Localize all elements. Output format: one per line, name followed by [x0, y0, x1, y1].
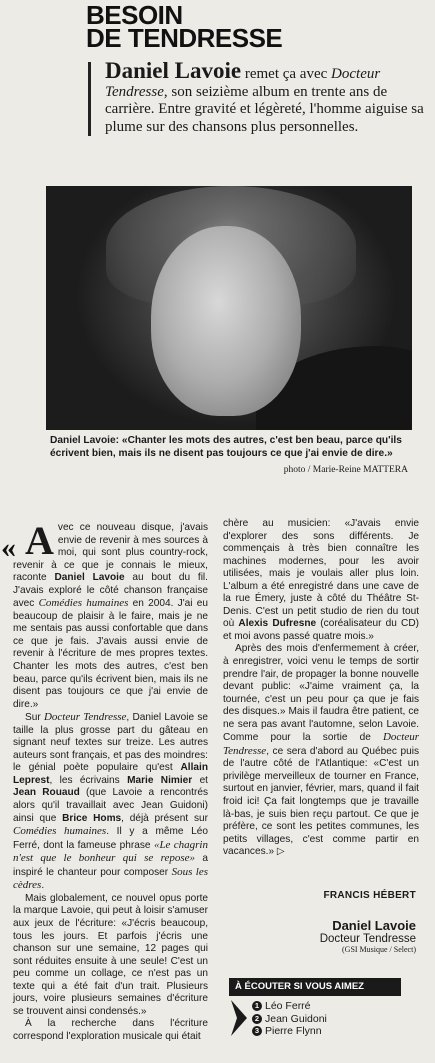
song-title: Sous les cèdres	[13, 865, 208, 892]
headline	[86, 0, 386, 53]
text-run: (coréalisateur du CD) et moi avons passé quatre mois.»	[223, 618, 419, 642]
headline-line-2: DE TENDRESSE	[86, 23, 283, 53]
person-name: Daniel Lavoie	[54, 572, 125, 584]
text-run: .	[41, 880, 45, 892]
text-run: au bout du fil. J'avais exploré le côté chanson française avec	[13, 572, 208, 610]
text-run: vec ce nouveau disque, j'avais envie de revenir à mes sources à moi, qui sont plus country-rock, revenir à ce que je connais le mieux, raconte	[13, 522, 208, 584]
photo-credit: photo / Marie-Reine MATTERA	[283, 465, 408, 475]
text-run: , Daniel Lavoie se taille la plus grosse part du gâteau en signant neuf textes sur treize. Les autres auteurs sont français, et pas des moindres: le génial poète populaire qu'est	[13, 712, 208, 774]
text-run: . Il y a même Léo Ferré, dont la fameuse phrase	[13, 826, 209, 851]
paragraph	[223, 643, 419, 858]
number-badge: 3	[252, 1026, 262, 1036]
album-label: (GSI Musique / Select)	[342, 945, 416, 954]
person-name: Allain Leprest	[13, 762, 208, 786]
person-name: Jean Rouaud	[13, 787, 80, 799]
end-mark-icon: ▷	[274, 846, 285, 858]
author-byline: FRANCIS HÉBERT	[323, 890, 416, 901]
listen-header: À ÉCOUTER SI VOUS AIMEZ	[229, 978, 401, 996]
text-run: a inspiré le chanteur pour composer	[13, 853, 208, 878]
list-item	[252, 1025, 327, 1038]
person-name: Marie Nimier	[127, 774, 193, 786]
photo-face-shape	[151, 226, 301, 416]
paragraph	[223, 518, 419, 643]
album-title: Comédies humaines	[38, 597, 129, 610]
quoted-phrase: «Le chagrin n'est que le bonheur qui se repose»	[13, 838, 208, 865]
text-run: chère au musicien: «J'avais envie d'explorer des sons différents. Je commençais à très bien connaître les machines modernes, pour les avoir utilisées, mais je voulais aller plus loin. L'album a été enregistré dans une cave de la rue Émery, juste à côté du Théâtre St-Denis. C'est un petit studio de rien du tout où	[223, 518, 419, 630]
text-run: Sur	[25, 712, 44, 724]
paragraph	[13, 518, 208, 711]
photo-caption: Daniel Lavoie: «Chanter les mots des autres, c'est ben beau, parce qu'ils écrivent bien, mais ils ne disent pas toujours ce que j'ai envie de dire.»	[50, 435, 402, 459]
list-item-label: Pierre Flynn	[265, 1025, 322, 1038]
listen-list	[252, 1000, 327, 1038]
number-badge: 1	[252, 1001, 262, 1011]
headline-line-1: BESOIN	[86, 0, 183, 30]
list-item	[252, 1000, 327, 1013]
intro-deck	[88, 58, 427, 136]
album-artist: Daniel Lavoie	[332, 918, 416, 933]
list-item	[252, 1013, 327, 1026]
text-run: , les écrivains	[49, 774, 128, 786]
column-1	[13, 518, 209, 1043]
album-title: Docteur Tendresse	[319, 933, 416, 945]
paragraph	[13, 711, 208, 893]
album-title: Docteur Tendresse	[223, 731, 419, 757]
portrait-photo	[46, 186, 412, 430]
deck-name: Daniel Lavoie	[105, 58, 242, 83]
list-item-label: Léo Ferré	[265, 1000, 311, 1012]
deck-album: Docteur Tendresse	[105, 66, 381, 100]
text-run: Après des mois d'enfermement à créer, à enregistrer, voici venu le temps de sortir prendre l'air, de propager la bonne nouvelle devant public: «J'aime vraiment ça, la tournée, c'est un peu pour ça que je fais des disques.» Mais il faudra être patient, ce ne sera pas avant l'automne, selon Lavoie. Comme pour la sortie de	[223, 643, 419, 744]
person-name: Brice Homs	[62, 812, 122, 824]
text-run: en 2004. J'ai eu beaucoup de plaisir à le faire, mais je ne me sentais pas aussi confortable que dans ce que je fais. J'avais aussi envie de revenir à l'écriture de mes propres textes. Chanter les mots des autres, c'est ben beau, parce qu'ils écrivent bien, mais ils ne disent pas toujours ce que j'ai envie de dire.»	[13, 598, 208, 710]
text-run: , ce sera d'abord au Québec puis de l'autre côté de l'Atlantique: «C'est un privilège merveilleux de tourner en France, surtout en janvier, février, mars, quand il fait froid ici! Ça fait longtemps que je travaille là-bas, je suis bien reçu partout. Ce que je préfère, ce sont les petites communes, les petits villages, c'est comme partir en vacances.»	[223, 745, 419, 858]
album-title: Comédies humaines	[13, 825, 107, 838]
column-2	[223, 518, 419, 859]
deck-text-1: remet ça avec	[241, 66, 332, 82]
dropcap: A	[25, 518, 54, 563]
chevron-right-icon	[229, 998, 249, 1038]
deck-text-2: , son seizième album en trente ans de carrière. Entre gravité et légèreté, l'homme aiguise sa plume sur des chansons plus personnelles.	[105, 83, 424, 135]
paragraph: Mais globalement, ce nouvel opus porte la marque Lavoie, qui peut à loisir s'amuser aux jeux de l'écriture: «J'écris beaucoup, tous les jours. Et parfois j'écris une chanson sur une semaine, 12 pages qui sont réduites ensuite à une seule! C'est un peu comme un collage, ce n'est pas un texte qui a été fait d'un trait. Plusieurs jours, voire plusieurs semaines d'écriture se trouvent ainsi condensés.»	[13, 892, 208, 1017]
text-run: , déjà présent sur	[121, 812, 208, 824]
text-run: et	[192, 774, 208, 786]
text-run: (que Lavoie a rencontrés alors qu'il travaillait avec Jean Guidoni) ainsi que	[13, 787, 208, 824]
album-box	[224, 918, 416, 954]
number-badge: 2	[252, 1014, 262, 1024]
album-title: Docteur Tendresse	[43, 711, 127, 724]
quote-mark-icon: «	[1, 531, 16, 564]
paragraph: À la recherche dans l'écriture correspond l'exploration musicale qui était	[13, 1018, 208, 1042]
list-item-label: Jean Guidoni	[265, 1012, 327, 1025]
person-name: Alexis Dufresne	[238, 618, 317, 630]
